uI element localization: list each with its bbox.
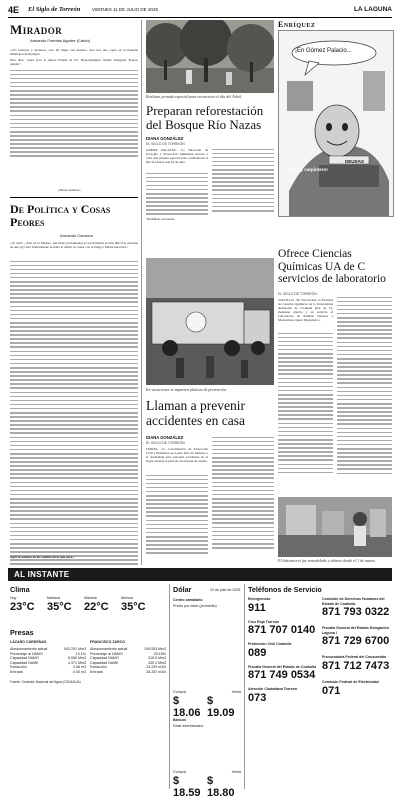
accidents-caption: En vacaciones se imparten platicas de prevención. [146, 387, 228, 392]
clima-day-label: Máxima [84, 596, 97, 600]
accidents-author: DIANA GONZÁLEZ [146, 435, 184, 440]
presas-right-table [90, 647, 166, 675]
row-value: 4,371 Mm3 [68, 660, 86, 665]
telefonos-title: Teléfonos de Servicio [248, 585, 322, 594]
ofrece-body-col1 [278, 330, 333, 476]
cartoon-bubble-2: ¡Ah muy carpintero! [285, 167, 328, 172]
presas-left-head: LÁZARO CÁRDENAS [10, 640, 47, 644]
phone-number: 871 707 0140 [248, 624, 316, 637]
phone-label: Procuraduría Federal del Consumidor [322, 655, 387, 660]
phone-entry [322, 626, 392, 647]
row-value: 109.553 Mm3 [144, 647, 166, 651]
accidents-lead: LERDO.- La Coordinación de Protección Civil y Bomberos en Lerdo hizo un llamado a la ciudadanía para prevenir accidentes en el hogar durante el periodo vacacional de verano. [146, 447, 208, 464]
row-label: Capacidad NAME [10, 660, 39, 665]
clima-day-label: Mínima [121, 596, 133, 600]
dolar-label: Centro cambiario [173, 598, 203, 602]
venta-label: Venta [231, 690, 241, 694]
row-value: 8,060 Mm3 [68, 656, 86, 661]
reforest-org: EL SIGLO DE TORREÓN [146, 142, 185, 146]
row-label: Entrada [10, 669, 23, 674]
phone-entry [322, 655, 392, 672]
row-label: Entrada [90, 669, 103, 674]
clima-day-label: Hoy [10, 596, 17, 600]
al-instante-bar [8, 568, 392, 581]
row-value: 24.229 m3/s [146, 665, 166, 670]
phone-label: Fiscalía General del Estado de Coahuila [248, 664, 317, 669]
reforest-headline: Preparan reforestación del Bosque Río Nazas [146, 103, 264, 132]
row-label: Almacenamiento actual [90, 647, 128, 651]
clima-day-temp: 23°C [10, 600, 35, 613]
lab-photo [278, 497, 392, 557]
al-instante-title: AL INSTANTE [14, 570, 70, 579]
phone-entry [322, 680, 392, 697]
instante-divider-2 [244, 584, 245, 789]
row-value: 316.5 Mm3 [148, 656, 166, 661]
telefonos-left [248, 597, 318, 704]
phone-number: 871 749 0534 [248, 669, 316, 682]
accidents-body-col2 [212, 434, 274, 551]
ofrece-lead: SALTILLO.- En Vacaciones, la Facultad de Ciencias Químicas de la Universidad Autónoma de Coahuila (UA de C), mantiene abierto y en servicio el Laboratorio de Análisis Clínicos y Moleculares Quest Diagnóstico. [278, 298, 333, 323]
phone-label: Cruz Roja Torreón [248, 619, 280, 624]
dolar-sub: Precio por dólar (promedio) [173, 604, 217, 608]
compra-label: Compra [173, 690, 186, 694]
page-number: 4E [8, 5, 20, 15]
enriquez-title: Enríquez [278, 20, 316, 29]
politica-author: Armando Camorra [60, 233, 93, 238]
row-label: Almacenamiento actual [10, 647, 48, 651]
phone-entry [248, 597, 318, 614]
mirador-closing: ¡Hasta mañana!... [58, 188, 83, 192]
politica-highlight: Aquí la semana en los camino de lo que pasa... [10, 555, 75, 559]
row-value: 13.1% [75, 651, 86, 656]
row-label: Porcentaje al NAMO [10, 651, 43, 656]
page-header [8, 4, 392, 16]
accidents-org: EL SIGLO DE TORREÓN [146, 441, 185, 445]
accidents-headline: Llaman a prevenir accidentes en casa [146, 398, 245, 428]
dolar-row-1 [173, 690, 241, 719]
presas-left-table [10, 647, 86, 675]
presas-right-head: FRANCISCO ZARCO [90, 640, 126, 644]
ofrece-headline: Ofrece Ciencias Químicas UA de C servicios de laboratorio [278, 248, 386, 286]
reforest-quote: "Reutilizar un rereste- [146, 217, 176, 221]
row-label: Capacidad NAME [90, 660, 119, 665]
phone-entry [248, 620, 318, 637]
phone-label: Comisión Federal de Electricidad [322, 679, 379, 684]
phone-label: Comisión de Derechos Humanos del Estado de Coahuila [322, 597, 385, 606]
accidents-body-col1 [146, 472, 208, 556]
presas-note: Fuente: Comisión Nacional del Agua (CONAGUA) [10, 680, 81, 684]
compra-label: Compra [173, 770, 186, 774]
clima-day-temp: 35°C [47, 600, 72, 613]
table-row [90, 670, 166, 675]
presas-title: Presas [10, 628, 34, 637]
dolar-bank-sub: Dólar interbancario [173, 724, 204, 728]
mirador-p2: Otro dice: "Aquí yace la señora Fulana de Tal. Hoja»Ejemplar. Madre abnegada. Esposa regular". [10, 58, 138, 67]
dolar-row-2 [173, 770, 241, 799]
row-label: Capacidad NAMO [10, 656, 39, 661]
venta-value: $ 19.09 [207, 694, 235, 719]
row-label: Extracción [10, 665, 27, 670]
venta-label: Venta [231, 770, 241, 774]
dolar-date: 10 de julio de 2025 [210, 588, 241, 592]
reforest-body-col2 [212, 146, 274, 214]
cartoon-tag: DEUDAS [345, 159, 365, 164]
mirador-author: Armando Fuentes Aguirre (Catón) [30, 38, 91, 43]
dolar-bank-label: Bancos [173, 718, 186, 722]
phone-number: 089 [248, 646, 267, 659]
phone-entry [322, 597, 392, 618]
phone-entry [248, 687, 318, 704]
newspaper-name: El Siglo de Torreón [28, 6, 81, 13]
compra-value: $ 18.06 [173, 694, 201, 719]
lab-caption: El laboratorio fue remodelado y abierto desde el 1 de marzo. [278, 558, 376, 563]
reforest-photo [146, 20, 274, 93]
header-rule [8, 17, 392, 18]
dolar-values [173, 695, 241, 719]
phone-number: 871 712 7473 [322, 659, 390, 672]
phone-label: Atención Ciudadana Torreón [248, 687, 298, 692]
clima-day [10, 596, 47, 613]
clima-title: Clima [10, 585, 30, 594]
politica-lead: «¡Y cielo: ¿cielo en la Madre». Así titulo (reciamente) se particulariza el más difícil la cuestión de una ¡ay! lofó franciamente se halló el diablo al cruzar con la fatiga a Madre Gironcid... [10, 241, 138, 250]
row-value: 25.18% [153, 651, 166, 656]
row-value: 542,251 Mm3 [64, 647, 86, 651]
phone-label: Fiscalía General del Estado Delegación Laguna I [322, 626, 389, 635]
mirador-rule [10, 197, 138, 198]
lab-image [278, 497, 392, 557]
header-date: VIERNES 11 DE JULIO DE 2025 [92, 7, 158, 12]
column-divider [141, 20, 142, 565]
ofrece-body-col2 [337, 294, 392, 477]
clima-day-temp: 35°C [121, 600, 146, 613]
phone-entry [248, 665, 318, 682]
row-value: 439.3 Mm3 [148, 660, 166, 665]
phone-number: 073 [248, 691, 267, 704]
phone-number: 871 793 0322 [322, 606, 390, 619]
clima-day [84, 596, 121, 613]
dolar-title: Dólar [173, 585, 192, 594]
phone-label: Emergencias [248, 597, 271, 601]
reforest-lead: GÓMEZ PALACIO.- La Dirección de Ecología y Protección Ambiental llevará a cabo una jornada especial para conmemorar el Día del Árbol este 16 de julio. [146, 148, 208, 165]
phone-number: 871 729 6700 [322, 635, 390, 648]
politica-body [10, 258, 138, 584]
row-label: Extracción [90, 665, 107, 670]
row-label: Capacidad NAMO [90, 656, 119, 661]
mirador-p1: «¡Yo bermosa y hermosa, caro mi mujer sus fortus!». Así reza una copla en el Panteón Municipal de Ejemplo. [10, 48, 138, 57]
row-label: Porcentaje al NAMO [90, 651, 123, 656]
enriquez-cartoon [278, 30, 394, 217]
row-value: 0.00 m3 [73, 669, 86, 674]
instante-divider-1 [169, 584, 170, 789]
row-value: 28.287 m3/s [146, 669, 166, 674]
section-name: LA LAGUNA [353, 6, 392, 13]
politica-title: De Política y Cosas Peores [10, 202, 111, 229]
venta-value: $ 18.80 [207, 774, 235, 799]
phone-number: 071 [322, 684, 341, 697]
telefonos-right [322, 597, 392, 697]
cartoon-bubble: ¡En Gómez Palacio... [295, 48, 352, 54]
phone-entry [248, 642, 318, 659]
compra-value: $ 18.59 [173, 774, 201, 799]
reforest-caption: Realizan jornada especial para reconstruir el día del Árbol. [146, 94, 243, 99]
reforest-body-col1 [146, 170, 208, 218]
trees-image [146, 20, 274, 93]
clima-day [47, 596, 84, 613]
accidents-photo [146, 258, 274, 385]
clima-day-temp: 22°C [84, 600, 109, 613]
phone-label: Protección Civil Coahuila [248, 642, 292, 647]
phone-number: 911 [248, 601, 266, 614]
mirador-title: Mirador [10, 22, 63, 37]
clima-days [10, 596, 160, 622]
mirador-body [10, 67, 138, 160]
reforest-author: DIANA GONZÁLEZ [146, 136, 184, 141]
table-row [10, 670, 86, 675]
ofrece-org: EL SIGLO DE TORREÓN [278, 292, 317, 296]
clima-day-label: Mañana [47, 596, 60, 600]
cartoon-drawing [279, 31, 393, 216]
firetruck-image [146, 258, 274, 385]
row-value: 3.58 m3 [73, 665, 86, 670]
clima-day [121, 596, 158, 613]
